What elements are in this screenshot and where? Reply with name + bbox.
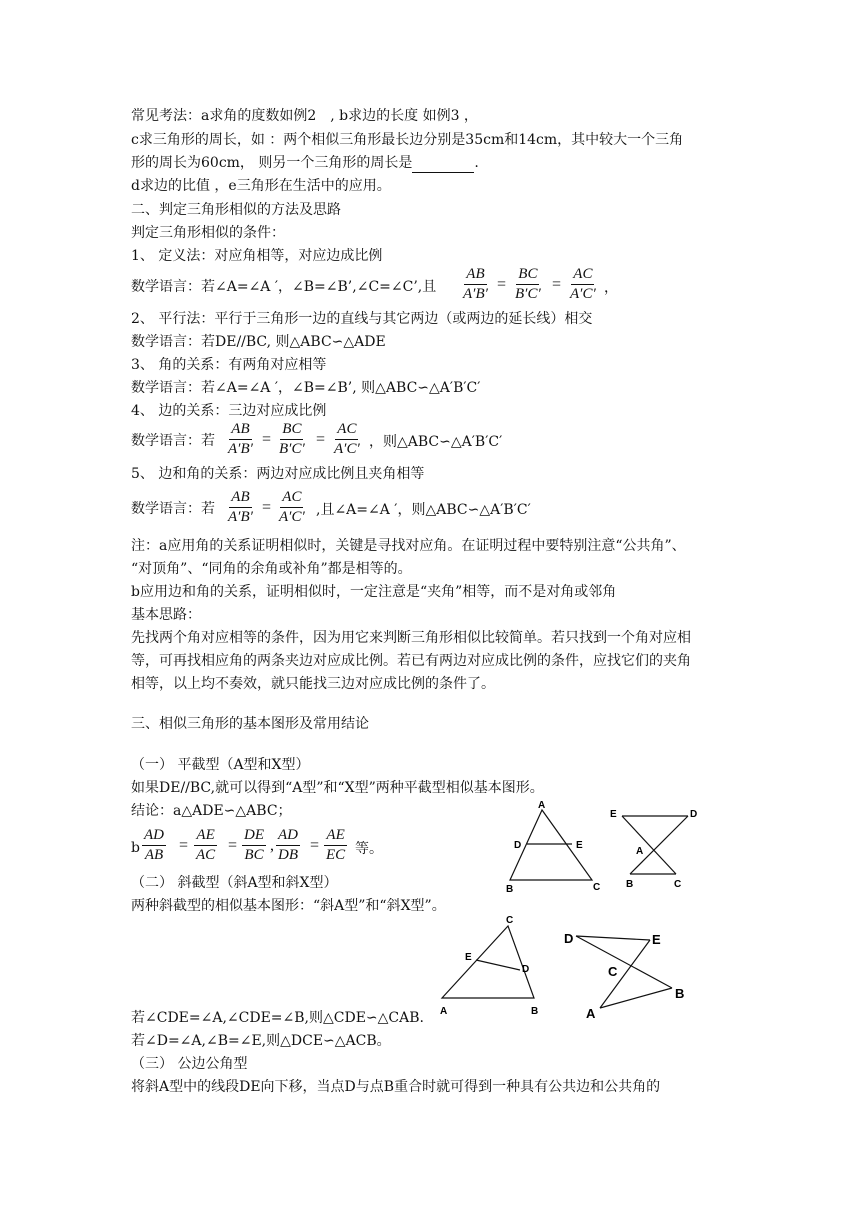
fraction [142, 826, 166, 865]
numerator: AE [194, 826, 216, 846]
fraction [513, 265, 543, 304]
text-line: 若∠CDE=∠A,∠CDE=∠B,则△CDE∽△CAB. [131, 1010, 424, 1026]
equals-sign: = [262, 499, 272, 516]
equals-sign: = [316, 431, 326, 448]
label-b: B [531, 1006, 539, 1017]
answer-blank [412, 158, 474, 173]
denominator: A′C′ [334, 441, 360, 457]
numerator: AD [142, 826, 166, 846]
fraction [277, 420, 307, 459]
text-line: 相等，以上均不奏效，就只能找三边对应成比例的条件了。 [131, 676, 495, 692]
denominator: AC [196, 847, 216, 863]
denominator: B′C′ [515, 286, 541, 302]
equals-sign: = [552, 276, 562, 293]
fraction [568, 265, 598, 304]
numerator: AC [280, 488, 303, 508]
equals-sign: = [262, 431, 272, 448]
denominator: BC [244, 847, 264, 863]
text-line: 2、 平行法：平行于三角形一边的直线与其它两边（或两边的延长线）相交 [131, 311, 593, 327]
label-a: A [636, 846, 644, 857]
fraction [324, 826, 347, 865]
denominator: A′C′ [279, 509, 305, 525]
label-c: C [593, 882, 601, 893]
denominator: A′B′ [463, 286, 488, 302]
text-line: 数学语言：若∠A=∠A ′，∠B=∠B’,∠C=∠C’,且 [131, 279, 437, 295]
fraction [461, 265, 490, 304]
label-d: D [564, 931, 574, 946]
numerator: BC [516, 265, 539, 285]
x-type-triangle-figure [608, 802, 708, 892]
denominator: DB [278, 847, 298, 863]
text-line: 常见考法：a求角的度数如例2 , b求边的长度 如例3 ， [131, 108, 478, 124]
text-line: 4、 边的关系：三边对应成比例 [131, 403, 327, 419]
denominator: B′C′ [279, 441, 305, 457]
oblique-x-type-figure [560, 924, 690, 1024]
label-c: C [608, 964, 618, 979]
text-line: c求三角形的周长，如 ：两个相似三角形最长边分别是35cm和14cm，其中较大一个三角 [131, 132, 684, 148]
a-type-triangle-figure [500, 798, 610, 894]
label-e: E [576, 840, 583, 851]
text-line: 如果DE//BC,就可以得到“A型”和“X型”两种平截型相似基本图形。 [131, 780, 544, 796]
text-span: 等。 [355, 841, 383, 857]
denominator: A′C′ [570, 286, 596, 302]
equals-sign: = [310, 837, 320, 854]
text-span: 形的周长为60cm， 则另一个三角形的周长是 [131, 155, 413, 171]
segment-de [576, 936, 650, 940]
text-line: 判定三角形相似的条件： [131, 225, 285, 241]
equals-sign: = [497, 276, 507, 293]
text-line: 数学语言：若∠A=∠A ′，∠B=∠B’, 则△ABC∽△A′B′C′ [131, 380, 481, 396]
text-line: 两种斜截型的相似基本图形：“斜A型”和“斜X型”。 [131, 898, 446, 914]
text-line: 5、 边和角的关系：两边对应成比例且夹角相等 [131, 466, 425, 482]
label-b: B [506, 884, 514, 894]
text-line: 数学语言：若 [131, 501, 215, 517]
text-line: 若∠D=∠A,∠B=∠E,则△DCE∽△ACB。 [131, 1033, 391, 1049]
numerator: AB [229, 488, 251, 508]
text-line: 结论：a△ADE∽△ABC； [131, 803, 292, 819]
fraction [226, 488, 255, 527]
fraction [194, 826, 217, 865]
comma: , [270, 837, 274, 854]
equals-sign: = [228, 837, 238, 854]
section-heading: 三、相似三角形的基本图形及常用结论 [131, 716, 369, 732]
numerator: AC [571, 265, 594, 285]
text-span: ,且∠A=∠A ′，则△ABC∽△A′B′C′ [316, 502, 531, 518]
text-line: 1、 定义法：对应角相等，对应边成比例 [131, 248, 383, 264]
text-line: 数学语言：若DE//BC, 则△ABC∽△ADE [131, 334, 386, 350]
oblique-a-type-figure [436, 912, 556, 1022]
denominator: AB [144, 847, 164, 863]
label-a: A [440, 1006, 448, 1017]
label-a: A [586, 1006, 596, 1021]
fraction [226, 420, 255, 459]
text-line: 3、 角的关系：有两角对应相等 [131, 357, 327, 373]
label-e: E [465, 952, 472, 963]
text-line: “对顶角”、“同角的余角或补角”都是相等的。 [131, 561, 412, 577]
sub-heading: （二） 斜截型（斜A型和斜X型） [131, 875, 338, 891]
segment-db [630, 816, 688, 874]
fraction [332, 420, 362, 459]
text-span: ，则△ABC∽△A′B′C′ [369, 434, 503, 450]
denominator: A′B′ [228, 509, 253, 525]
text-line: d求边的比值 ，e三角形在生活中的应用。 [131, 178, 391, 194]
text-line: 基本思路： [131, 607, 201, 623]
label-d: D [522, 964, 530, 975]
section-heading: 二、判定三角形相似的方法及思路 [131, 202, 341, 218]
numerator: BC [280, 420, 303, 440]
fraction [277, 488, 307, 527]
label-c: C [506, 915, 514, 926]
label-d: D [690, 809, 698, 820]
numerator: AC [335, 420, 358, 440]
text-line: 先找两个角对应相等的条件，因为用它来判断三角形相似比较简单。若只找到一个角对应相 [131, 630, 691, 646]
denominator: A′B′ [228, 441, 253, 457]
text-span: . [474, 155, 479, 171]
fraction [242, 826, 266, 865]
numerator: AB [464, 265, 486, 285]
fraction [276, 826, 300, 865]
label-a: A [538, 800, 546, 811]
label-e: E [652, 932, 661, 947]
sub-heading: （三） 公边公角型 [131, 1056, 248, 1072]
text-line: 数学语言：若 [131, 433, 215, 449]
text-line: 将斜A型中的线段DE向下移，当点D与点B重合时就可得到一种具有公共边和公共角的 [131, 1079, 661, 1095]
denominator: EC [326, 847, 346, 863]
segment-ab [600, 988, 672, 1008]
triangle-cab [442, 926, 534, 998]
numerator: AD [276, 826, 300, 846]
text-line [131, 153, 479, 173]
sub-heading: （一） 平截型（A型和X型） [131, 757, 310, 773]
text-line: 等，可再找相应角的两条夹边对应成比例。若已有两边对应成比例的条件，应找它们的夹角 [131, 653, 691, 669]
numerator: DE [242, 826, 266, 846]
label-b: B [626, 879, 634, 890]
numerator: AB [229, 420, 251, 440]
label-e: E [610, 809, 617, 820]
segment-ec [622, 816, 676, 874]
numerator: AE [324, 826, 346, 846]
text-line: b [131, 840, 140, 856]
text-span: ， [604, 280, 618, 296]
label-d: D [514, 840, 522, 851]
text-line: 注：a应用角的关系证明相似时，关键是寻找对应角。在证明过程中要特别注意“公共角”、 [131, 538, 686, 554]
label-b: B [675, 986, 685, 1001]
segment-ed [476, 960, 520, 970]
text-line: b应用边和角的关系，证明相似时，一定注意是“夹角”相等，而不是对角或邻角 [131, 584, 617, 600]
label-c: C [674, 879, 682, 890]
equals-sign: = [179, 837, 189, 854]
